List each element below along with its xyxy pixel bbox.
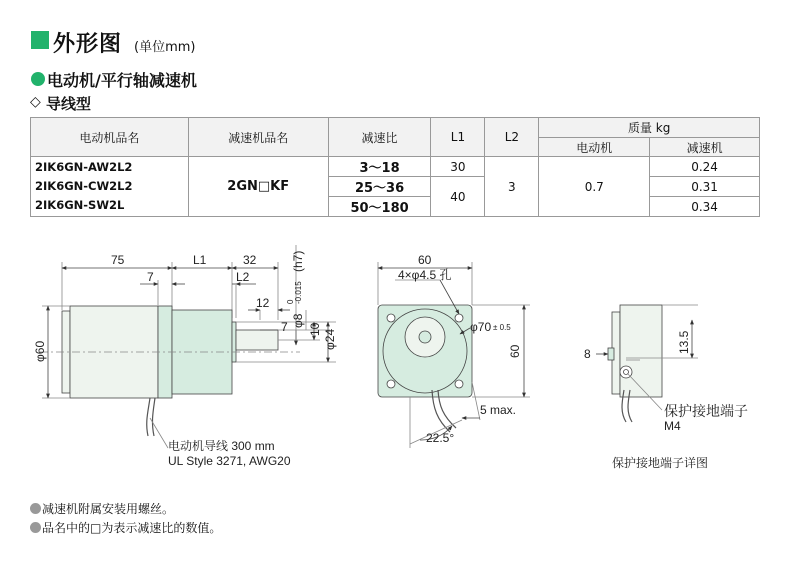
page-title: 外形图 xyxy=(53,32,123,57)
l1-cell: 30 xyxy=(431,157,485,177)
section-title: 电动机/平行轴减速机 xyxy=(47,71,197,90)
header-motor: 电动机品名 xyxy=(31,118,189,157)
dim-12: 12 xyxy=(256,296,270,310)
mass-gear-cell: 0.31 xyxy=(650,177,760,197)
note-text: 减速机附属安装用螺丝。 xyxy=(42,502,175,516)
mass-gear-cell: 0.34 xyxy=(650,197,760,217)
header-gearhead: 减速机品名 xyxy=(188,118,328,157)
note-text: 品名中的□为表示减速比的数值。 xyxy=(42,521,222,535)
shaft-fit: (h7) xyxy=(291,250,305,272)
side-view-drawing xyxy=(40,245,336,448)
l2-cell: 3 xyxy=(485,157,539,217)
note-item xyxy=(30,519,221,536)
body-diameter: φ60 xyxy=(33,340,47,362)
diamond-icon: ◇ xyxy=(30,94,41,110)
boss-diameter: φ24 xyxy=(323,328,337,350)
screw-size: M4 xyxy=(664,419,681,433)
ratio-cell: 25～36 xyxy=(328,177,431,197)
dim-75: 75 xyxy=(111,253,125,267)
shaft-tol-bottom: -0.015 xyxy=(294,281,303,304)
ratio-cell: 3～18 xyxy=(328,157,431,177)
note-item xyxy=(30,500,174,517)
header-mass-gear: 减速机 xyxy=(650,138,760,157)
pcd-tolerance: ± 0.5 xyxy=(493,323,511,332)
dim-7b: 7 xyxy=(281,320,288,334)
motor-model: 2IK6GN-AW2L2 xyxy=(35,160,133,174)
dim-10: 10 xyxy=(308,322,322,336)
gearhead-model: 2GN□KF xyxy=(188,157,328,217)
dim-l2: L2 xyxy=(236,270,250,284)
bullet-icon xyxy=(30,522,41,533)
dim-5max: 5 max. xyxy=(480,403,517,417)
ratio-cell: 50～180 xyxy=(328,197,431,217)
shaft-diameter: φ8 xyxy=(291,313,305,328)
dim-l1: L1 xyxy=(193,253,207,267)
l1-cell: 40 xyxy=(431,177,485,217)
dim-13-5: 13.5 xyxy=(677,330,691,354)
mounting-holes: 4×φ4.5 孔 xyxy=(398,268,452,282)
header-mass: 质量 kg xyxy=(539,118,760,138)
header-mass-motor: 电动机 xyxy=(539,138,650,157)
lead-label: 电动机导线 300 mm xyxy=(168,439,275,453)
terminal-label: 保护接地端子 xyxy=(664,403,748,419)
dim-60-right: 60 xyxy=(508,344,522,358)
dim-60-top: 60 xyxy=(418,253,432,267)
detail-caption: 保护接地端子详图 xyxy=(612,456,709,470)
bullet-icon xyxy=(30,503,41,514)
dim-angle: 22.5° xyxy=(426,431,455,445)
motor-model: 2IK6GN-CW2L2 xyxy=(35,179,133,193)
shaft-tol-top: 0 xyxy=(286,299,295,304)
header-ratio: 减速比 xyxy=(328,118,431,157)
header-l2: L2 xyxy=(485,118,539,157)
pcd-diameter: φ70 xyxy=(470,320,492,334)
unit-label: (单位mm) xyxy=(134,40,196,55)
header-l1: L1 xyxy=(431,118,485,157)
lead-spec: UL Style 3271, AWG20 xyxy=(168,454,291,468)
mass-motor-cell: 0.7 xyxy=(539,157,650,217)
dim-8: 8 xyxy=(584,347,591,361)
type-label: 导线型 xyxy=(46,95,92,113)
dim-7: 7 xyxy=(147,270,154,284)
dim-32: 32 xyxy=(243,253,257,267)
motor-model: 2IK6GN-SW2L xyxy=(35,198,125,212)
mass-gear-cell: 0.24 xyxy=(650,157,760,177)
